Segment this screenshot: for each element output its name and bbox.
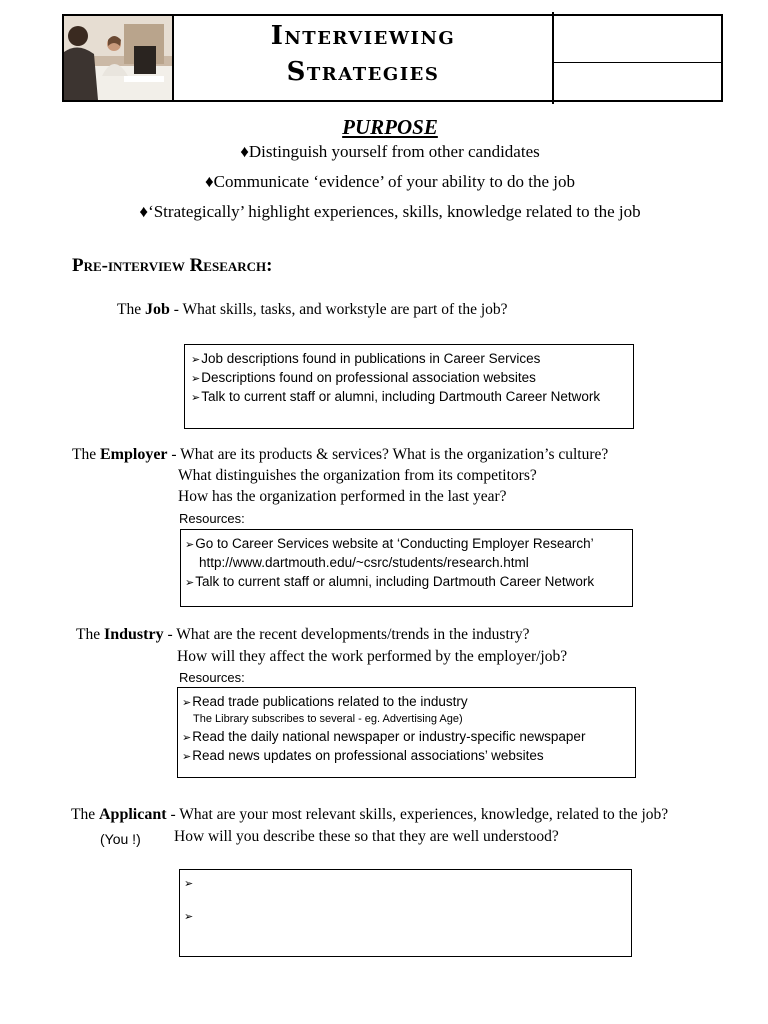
purpose-item: ♦Distinguish yourself from other candidates <box>240 142 540 161</box>
resources-label: Resources: <box>179 511 245 526</box>
applicant-question-text: - What are your most relevant skills, experiences, knowledge, related to the job? <box>166 806 669 823</box>
purpose-item: ♦Communicate ‘evidence’ of your ability to do the job <box>205 172 575 191</box>
applicant-label: Applicant <box>98 806 167 823</box>
title-line-2: Strategies <box>286 57 440 87</box>
the-label: The <box>76 626 101 643</box>
list-item: ➢Talk to current staff or alumni, including Dartmouth Career Network <box>185 574 595 589</box>
empty-list-item <box>184 908 194 923</box>
list-item: ➢Read news updates on professional associations’ websites <box>182 748 544 763</box>
arrow-icon: ➢ <box>191 354 201 366</box>
arrow-icon: ➢ <box>191 373 201 385</box>
industry-resources-box <box>177 687 636 778</box>
arrow-icon: ➢ <box>184 911 194 923</box>
purpose-heading: PURPOSE <box>342 115 438 139</box>
applicant-notes-box[interactable] <box>179 869 632 957</box>
industry-question <box>76 626 530 644</box>
arrow-icon: ➢ <box>191 392 201 404</box>
empty-list-item <box>184 875 194 890</box>
industry-question-line: How will they affect the work performed by the employer/job? <box>177 648 568 665</box>
list-item: ➢Go to Career Services website at ‘Conducting Employer Research’ <box>185 536 594 551</box>
arrow-icon: ➢ <box>182 697 192 709</box>
the-label: The <box>117 301 142 318</box>
the-label: The <box>71 806 96 823</box>
list-item: ➢Descriptions found on professional association websites <box>191 370 536 385</box>
arrow-icon: ➢ <box>185 539 195 551</box>
the-label: The <box>72 446 97 463</box>
header-divider <box>552 12 554 104</box>
list-item: ➢Talk to current staff or alumni, including Dartmouth Career Network <box>191 389 601 404</box>
employer-question <box>72 446 608 464</box>
arrow-icon: ➢ <box>182 732 192 744</box>
list-item: ➢Read the daily national newspaper or industry-specific newspaper <box>182 729 586 744</box>
you-label: (You !) <box>100 831 141 847</box>
arrow-icon: ➢ <box>185 577 195 589</box>
job-question-text: - What skills, tasks, and workstyle are part of the job? <box>169 301 508 318</box>
arrow-icon: ➢ <box>182 751 192 763</box>
job-resources-box <box>184 344 634 429</box>
purpose-item: ♦‘Strategically’ highlight experiences, skills, knowledge related to the job <box>139 202 641 221</box>
employer-question-line: What distinguishes the organization from its competitors? <box>178 467 537 484</box>
page-title <box>174 18 552 90</box>
title-line-1: Interviewing <box>270 21 456 51</box>
applicant-question <box>71 806 668 824</box>
job-question <box>117 301 508 319</box>
list-item-note: The Library subscribes to several - eg. Advertising Age) <box>193 713 463 725</box>
list-item-url[interactable]: http://www.dartmouth.edu/~csrc/students/research.html <box>199 555 529 570</box>
resources-label: Resources: <box>179 670 245 685</box>
industry-question-text: - What are the recent developments/trends in the industry? <box>163 626 530 643</box>
employer-question-text: - What are its products & services? What is the organization’s culture? <box>167 446 609 463</box>
industry-label: Industry <box>103 626 164 643</box>
job-label: Job <box>144 301 170 318</box>
section-heading: Pre-interview Research: <box>72 255 273 276</box>
employer-question-line: How has the organization performed in the last year? <box>178 488 507 505</box>
list-item: ➢Read trade publications related to the industry <box>182 694 468 709</box>
list-item: ➢Job descriptions found in publications in Career Services <box>191 351 541 366</box>
header-divider <box>554 62 723 63</box>
employer-label: Employer <box>99 446 168 463</box>
arrow-icon: ➢ <box>184 878 194 890</box>
employer-resources-box <box>180 529 633 607</box>
applicant-question-line: How will you describe these so that they are well understood? <box>174 828 559 845</box>
